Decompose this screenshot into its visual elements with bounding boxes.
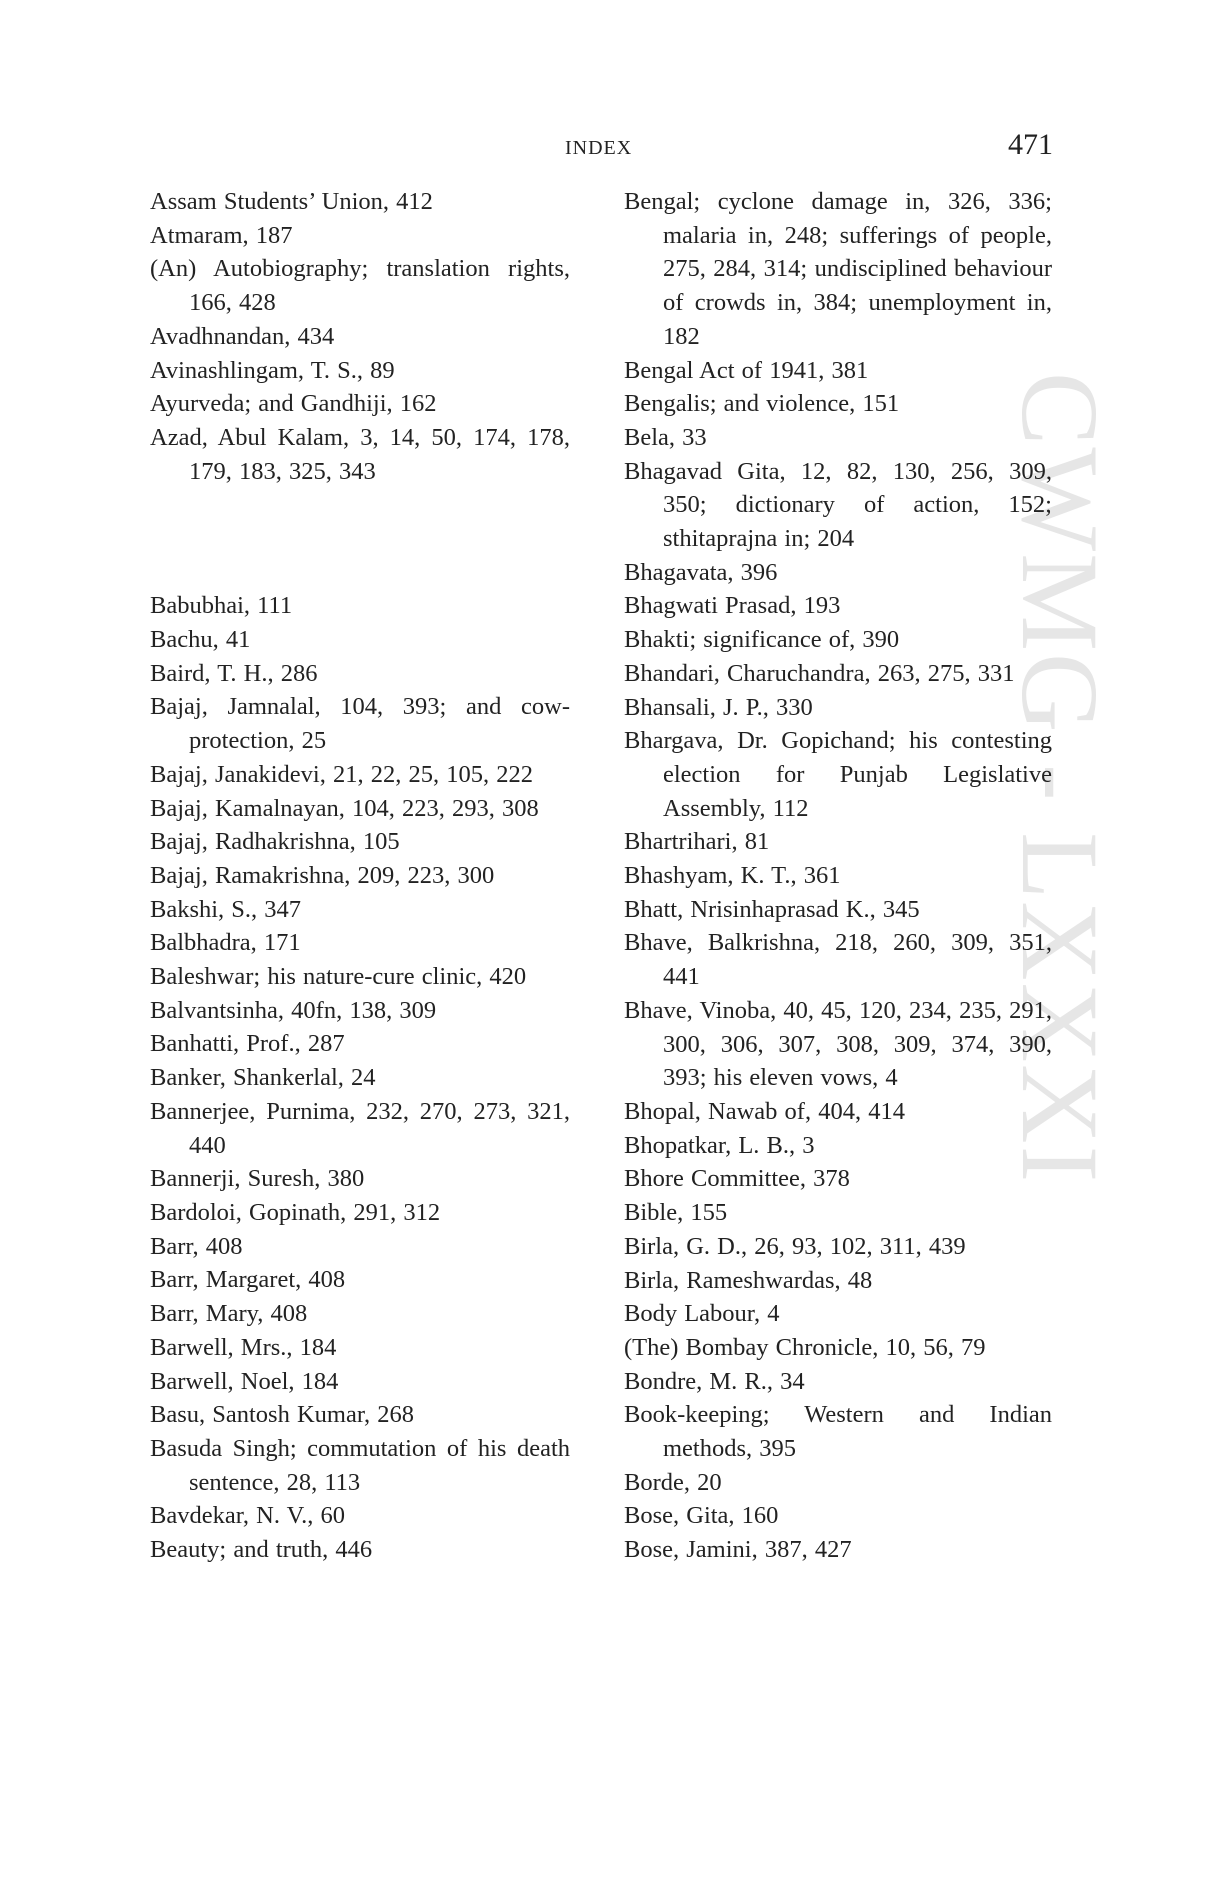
index-entry: Bajaj, Radhakrishna, 105	[150, 828, 400, 856]
index-entry: Atmaram, 187	[150, 221, 293, 249]
index-entry: Bhashyam, K. T., 361	[624, 862, 841, 890]
index-entry: Bhave, Balkrishna, 218, 260, 309, 351, 441	[624, 929, 1052, 991]
index-entry: Bengalis; and violence, 151	[624, 390, 900, 418]
index-entry: Bhansali, J. P., 330	[624, 693, 813, 721]
index-entry: Bose, Jamini, 387, 427	[624, 1536, 852, 1564]
index-entry: Baleshwar; his nature-cure clinic, 420	[150, 963, 527, 991]
index-entry: Birla, Rameshwardas, 48	[624, 1266, 873, 1294]
page-number: 471	[1008, 128, 1053, 161]
index-entry: Bhandari, Charuchandra, 263, 275, 331	[624, 659, 1015, 687]
index-entry: Bhagavad Gita, 12, 82, 130, 256, 309, 350; dictionary of action, 152; sthitaprajna in; 204	[624, 457, 1052, 553]
index-entry: Banker, Shankerlal, 24	[150, 1064, 376, 1092]
index-entry: Bhagwati Prasad, 193	[624, 592, 841, 620]
index-entry: Bajaj, Kamalnayan, 104, 223, 293, 308	[150, 794, 539, 822]
index-entry: Baird, T. H., 286	[150, 659, 318, 687]
index-entry: Bannerji, Suresh, 380	[150, 1165, 365, 1193]
index-column-left	[150, 185, 570, 1567]
index-entry: Bhore Committee, 378	[624, 1165, 850, 1193]
index-entry: (The) Bombay Chronicle, 10, 56, 79	[624, 1333, 986, 1361]
index-entry: Bajaj, Jamnalal, 104, 393; and cow-protection, 25	[150, 693, 570, 755]
index-entry: Basu, Santosh Kumar, 268	[150, 1401, 415, 1429]
index-entry: Bondre, M. R., 34	[624, 1367, 805, 1395]
index-entry: Bavdekar, N. V., 60	[150, 1502, 346, 1530]
index-entry: Avadhnandan, 434	[150, 322, 335, 350]
index-entry: Bhave, Vinoba, 40, 45, 120, 234, 235, 291, 300, 306, 307, 308, 309, 374, 390, 393; his eleven vows, 4	[624, 996, 1052, 1092]
index-entry: Bhopal, Nawab of, 404, 414	[624, 1097, 905, 1125]
index-group-a	[150, 185, 570, 488]
index-entry: Bhartrihari, 81	[624, 828, 770, 856]
index-entry: Bannerjee, Purnima, 232, 270, 273, 321, 440	[150, 1097, 570, 1159]
index-entry: Beauty; and truth, 446	[150, 1536, 373, 1564]
index-entry: Bela, 33	[624, 423, 707, 451]
index-entry: Bible, 155	[624, 1199, 728, 1227]
index-entry: Bengal; cyclone damage in, 326, 336; malaria in, 248; sufferings of people, 275, 284, 314; undisciplined behaviour of crowds in, 384; unemployment in, 182	[624, 188, 1052, 350]
index-entry: Avinashlingam, T. S., 89	[150, 356, 395, 384]
index-entry: Bajaj, Janakidevi, 21, 22, 25, 105, 222	[150, 760, 533, 788]
index-entry: Barr, Margaret, 408	[150, 1266, 346, 1294]
index-group-b	[150, 589, 570, 1566]
index-entry: Bhopatkar, L. B., 3	[624, 1131, 815, 1159]
index-entry: Bhargava, Dr. Gopichand; his contesting election for Punjab Legislative Assembly, 112	[624, 727, 1052, 822]
watermark: CWMG - LXXXI	[999, 372, 1121, 1185]
running-header: INDEX	[565, 137, 633, 159]
index-entry: Bhatt, Nrisinhaprasad K., 345	[624, 895, 920, 923]
index-entry: Bardoloi, Gopinath, 291, 312	[150, 1198, 441, 1226]
index-entry: Bhakti; significance of, 390	[624, 626, 900, 654]
index-entry: Borde, 20	[624, 1468, 722, 1496]
index-entry: Barr, 408	[150, 1232, 243, 1260]
index-entry: Basuda Singh; commutation of his death sentence, 28, 113	[150, 1434, 570, 1496]
index-entry: Banhatti, Prof., 287	[150, 1030, 345, 1058]
index-entry: Bengal Act of 1941, 381	[624, 356, 869, 384]
index-entry: Balbhadra, 171	[150, 929, 301, 957]
index-entry: Bajaj, Ramakrishna, 209, 223, 300	[150, 861, 495, 889]
index-entry: Assam Students’ Union, 412	[150, 188, 433, 215]
section-gap	[150, 488, 570, 589]
index-entry: Babubhai, 111	[150, 592, 293, 620]
index-entry: Bhagavata, 396	[624, 558, 778, 586]
index-entry: Bachu, 41	[150, 626, 251, 654]
index-entry: Bose, Gita, 160	[624, 1502, 779, 1530]
index-entry: Azad, Abul Kalam, 3, 14, 50, 174, 178, 179, 183, 325, 343	[150, 423, 570, 485]
index-entry: Barwell, Noel, 184	[150, 1367, 339, 1395]
index-entry: Ayurveda; and Gandhiji, 162	[150, 390, 437, 418]
index-entry: Birla, G. D., 26, 93, 102, 311, 439	[624, 1232, 966, 1260]
index-column-right	[624, 185, 1052, 1567]
index-entry: Balvantsinha, 40fn, 138, 309	[150, 996, 437, 1024]
index-entry: Book-keeping; Western and Indian methods, 395	[624, 1401, 1052, 1463]
index-entry: Bakshi, S., 347	[150, 895, 302, 923]
index-entry: Barr, Mary, 408	[150, 1300, 308, 1328]
index-entry: (An) Autobiography; translation rights, 166, 428	[150, 255, 570, 317]
index-entry: Barwell, Mrs., 184	[150, 1333, 337, 1361]
index-entry: Body Labour, 4	[624, 1300, 780, 1328]
